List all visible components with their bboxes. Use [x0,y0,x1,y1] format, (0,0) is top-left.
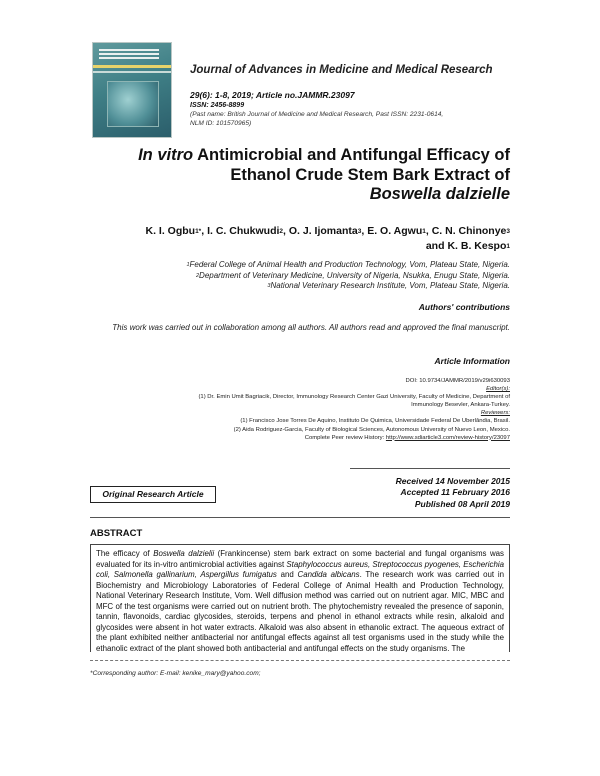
published-date: Published 08 April 2019 [414,498,510,509]
affiliation-sup: 3 [267,283,271,289]
doi: DOI: 10.9734/JAMMR/2019/v29i630093 [405,378,510,384]
issn: ISSN: 2456-8899 [190,102,245,109]
contributions-text: This work was carried out in collaboration among all authors. All authors read and approved the final manuscript. [112,323,510,332]
abstract-box [90,544,510,652]
publication-dates [300,476,510,510]
author-sup: 1 [506,243,510,250]
cover-band [93,65,171,68]
author-sup: 2 [279,228,284,235]
cover-band-secondary [93,71,171,73]
journal-cover-thumbnail [92,42,172,138]
affiliation-item [60,271,510,282]
abstract-run-italic: Staphylococcus aureus, Streptococcus pyogenes, Escherichia coli, Salmonella gallinarium, Aspergillus fumigatus [96,559,504,580]
author-sup: 3 [506,228,510,235]
volume-info: 29(6): 1-8, 2019; Article no.JAMMR.23097 [190,90,355,100]
cover-title-lines [99,49,159,61]
abstract-run-italic: Boswella dalzielii [153,549,215,558]
author-name: K. I. Ogbu [145,225,196,237]
journal-name: Journal of Advances in Medicine and Medical Research [190,64,493,76]
review-history [80,434,510,442]
divider [90,517,510,518]
affiliation-text: Federal College of Animal Health and Production Technology, Vom, Plateau State, Nigeria. [189,260,510,269]
abstract-run: . The research work was carried out in Biochemistry and Microbiology Laboratories of Federal College of Animal Health and Production Technology, National Veterinary Research Institute, Vom. Well diffusion method was carried out on nutrient agar. MIC, MBC and MFC of the test organisms were carried out on nutrient broth. The phytochemistry revealed the presence of saponin, tannin, flavonoids, cardiac glycosides, steroids, terpens and phenol in ethanol extracts while resin, alkaloid and glycosides were absent in hot water extracts. Alkaloid was also absent in ethanolic extract. The aqueous extract of the plant exhibited neither antibacterial nor antifungal effects against all test organisms used in the study while the ethanolic extract of the plant showed both antibacterial and antifungal effects on the study organisms. The [96,570,504,652]
author-name: E. O. Agwu [367,225,423,237]
title-italic-lead: In vitro [138,146,194,164]
footnote-divider [90,660,510,661]
author-name: O. J. Ijomanta [288,225,358,237]
affiliation-item [60,281,510,292]
author-sup: 1* [195,228,202,235]
abstract-text [96,549,504,652]
past-name: (Past name: British Journal of Medicine and Medical Research, Past ISSN: 2231-0614, [190,111,444,118]
nlm-id: NLM ID: 101570965) [190,120,252,127]
title-species: Boswella dalzielle [369,185,510,203]
reviewer-entry: (2) Aida Rodriguez-Garcia, Faculty of Biological Sciences, Autonomous University of Nuevo Leon, Mexico. [233,426,510,433]
affiliation-text: National Veterinary Research Institute, Vom, Plateau State, Nigeria. [270,281,510,290]
abstract-run: (Frankincense) stem bark extract on some bacterial and fungal organisms was evaluated for its in-vitro antimicrobial activities against [96,549,504,569]
article-title [60,146,510,205]
author-sup: 1 [422,228,426,235]
affiliation-text: Department of Veterinary Medicine, University of Nigeria, Nsukka, Enugu State, Nigeria. [199,270,510,280]
article-info [80,377,510,442]
article-info-heading: Article Information [434,356,510,366]
contributions-heading: Authors' contributions [418,302,510,312]
abstract-run-italic: Candida albicans [297,570,360,580]
affiliation-item [60,260,510,271]
title-line1: Antimicrobial and Antifungal Efficacy of [193,146,510,164]
editor-entry: (1) Dr. Emin Umit Bagriacik, Director, Immunology Research Center Gazi University, Faculty of Medicine, Department of [198,394,510,401]
abstract-run: The efficacy of [96,549,154,558]
author-name: I. C. Chukwudi [207,225,280,237]
reviewers-label: Reviewers: [480,410,510,417]
review-history-link[interactable]: http://www.sdiarticle3.com/review-history/23097 [385,434,510,441]
author-list: K. I. Ogbu$^{1*}$, I. C. Chukwudi$^2$, O. J. Ijomanta$^3$, E. O. Agwu$^1$, C. N. Chinonye$^3$ and K. B. Kespo$^1$ [145,225,510,252]
affiliations [60,260,510,292]
corresponding-author: *Corresponding author: E-mail: kenike_mary@yahoo.com; [90,670,261,677]
editors-label: Editor(s): [486,386,510,393]
affiliation-sup: 1 [186,262,190,268]
article-type-badge: Original Research Article [90,486,216,503]
author-name: C. N. Chinonye [431,225,507,237]
editor-entry-cont: Immunology Besevler, Ankara-Turkey. [411,402,510,409]
received-date: Received 14 November 2015 [395,476,510,486]
cover-image [107,81,159,127]
author-sup: 3 [357,228,362,235]
review-history-label: Complete Peer review History: [304,434,386,441]
title-line2: Ethanol Crude Stem Bark Extract of [230,165,510,184]
abstract-heading: ABSTRACT [90,528,143,539]
affiliation-sup: 2 [195,272,200,279]
abstract-run: and [276,570,298,580]
reviewer-entry: (1) Francisco Jose Torres De Aquino, Instituto De Quimica, Universidade Federal De Uberlândia, Brasil. [240,418,510,425]
divider [350,468,510,469]
accepted-date: Accepted 11 February 2016 [400,487,510,498]
author-name: K. B. Kespo [447,240,507,252]
